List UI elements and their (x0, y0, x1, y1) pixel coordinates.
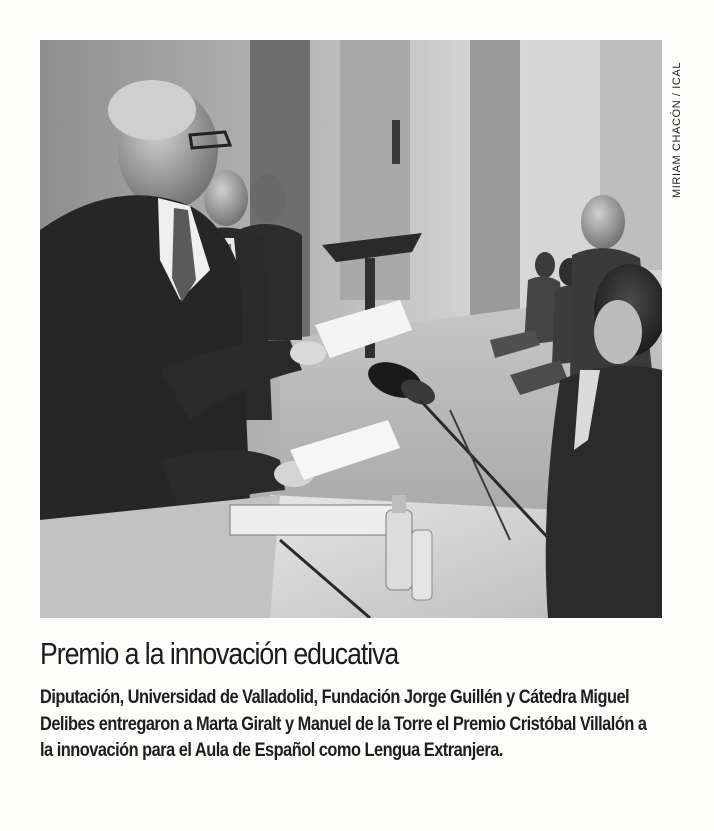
article-headline: Premio a la innovación educativa (40, 636, 399, 671)
article-body: Diputación, Universidad de Valladolid, Fundación Jorge Guillén y Cátedra Miguel Delibes entregaron a Marta Giralt y Manuel de la Torre el Premio Cristóbal Villalón a la innovación para el Aula de Español como Lengua Extranjera. (40, 686, 647, 761)
award-ceremony-photo (40, 40, 662, 618)
photo-credit: MIRIAM CHACÓN / ICAL (671, 61, 683, 198)
news-photo (40, 40, 662, 618)
